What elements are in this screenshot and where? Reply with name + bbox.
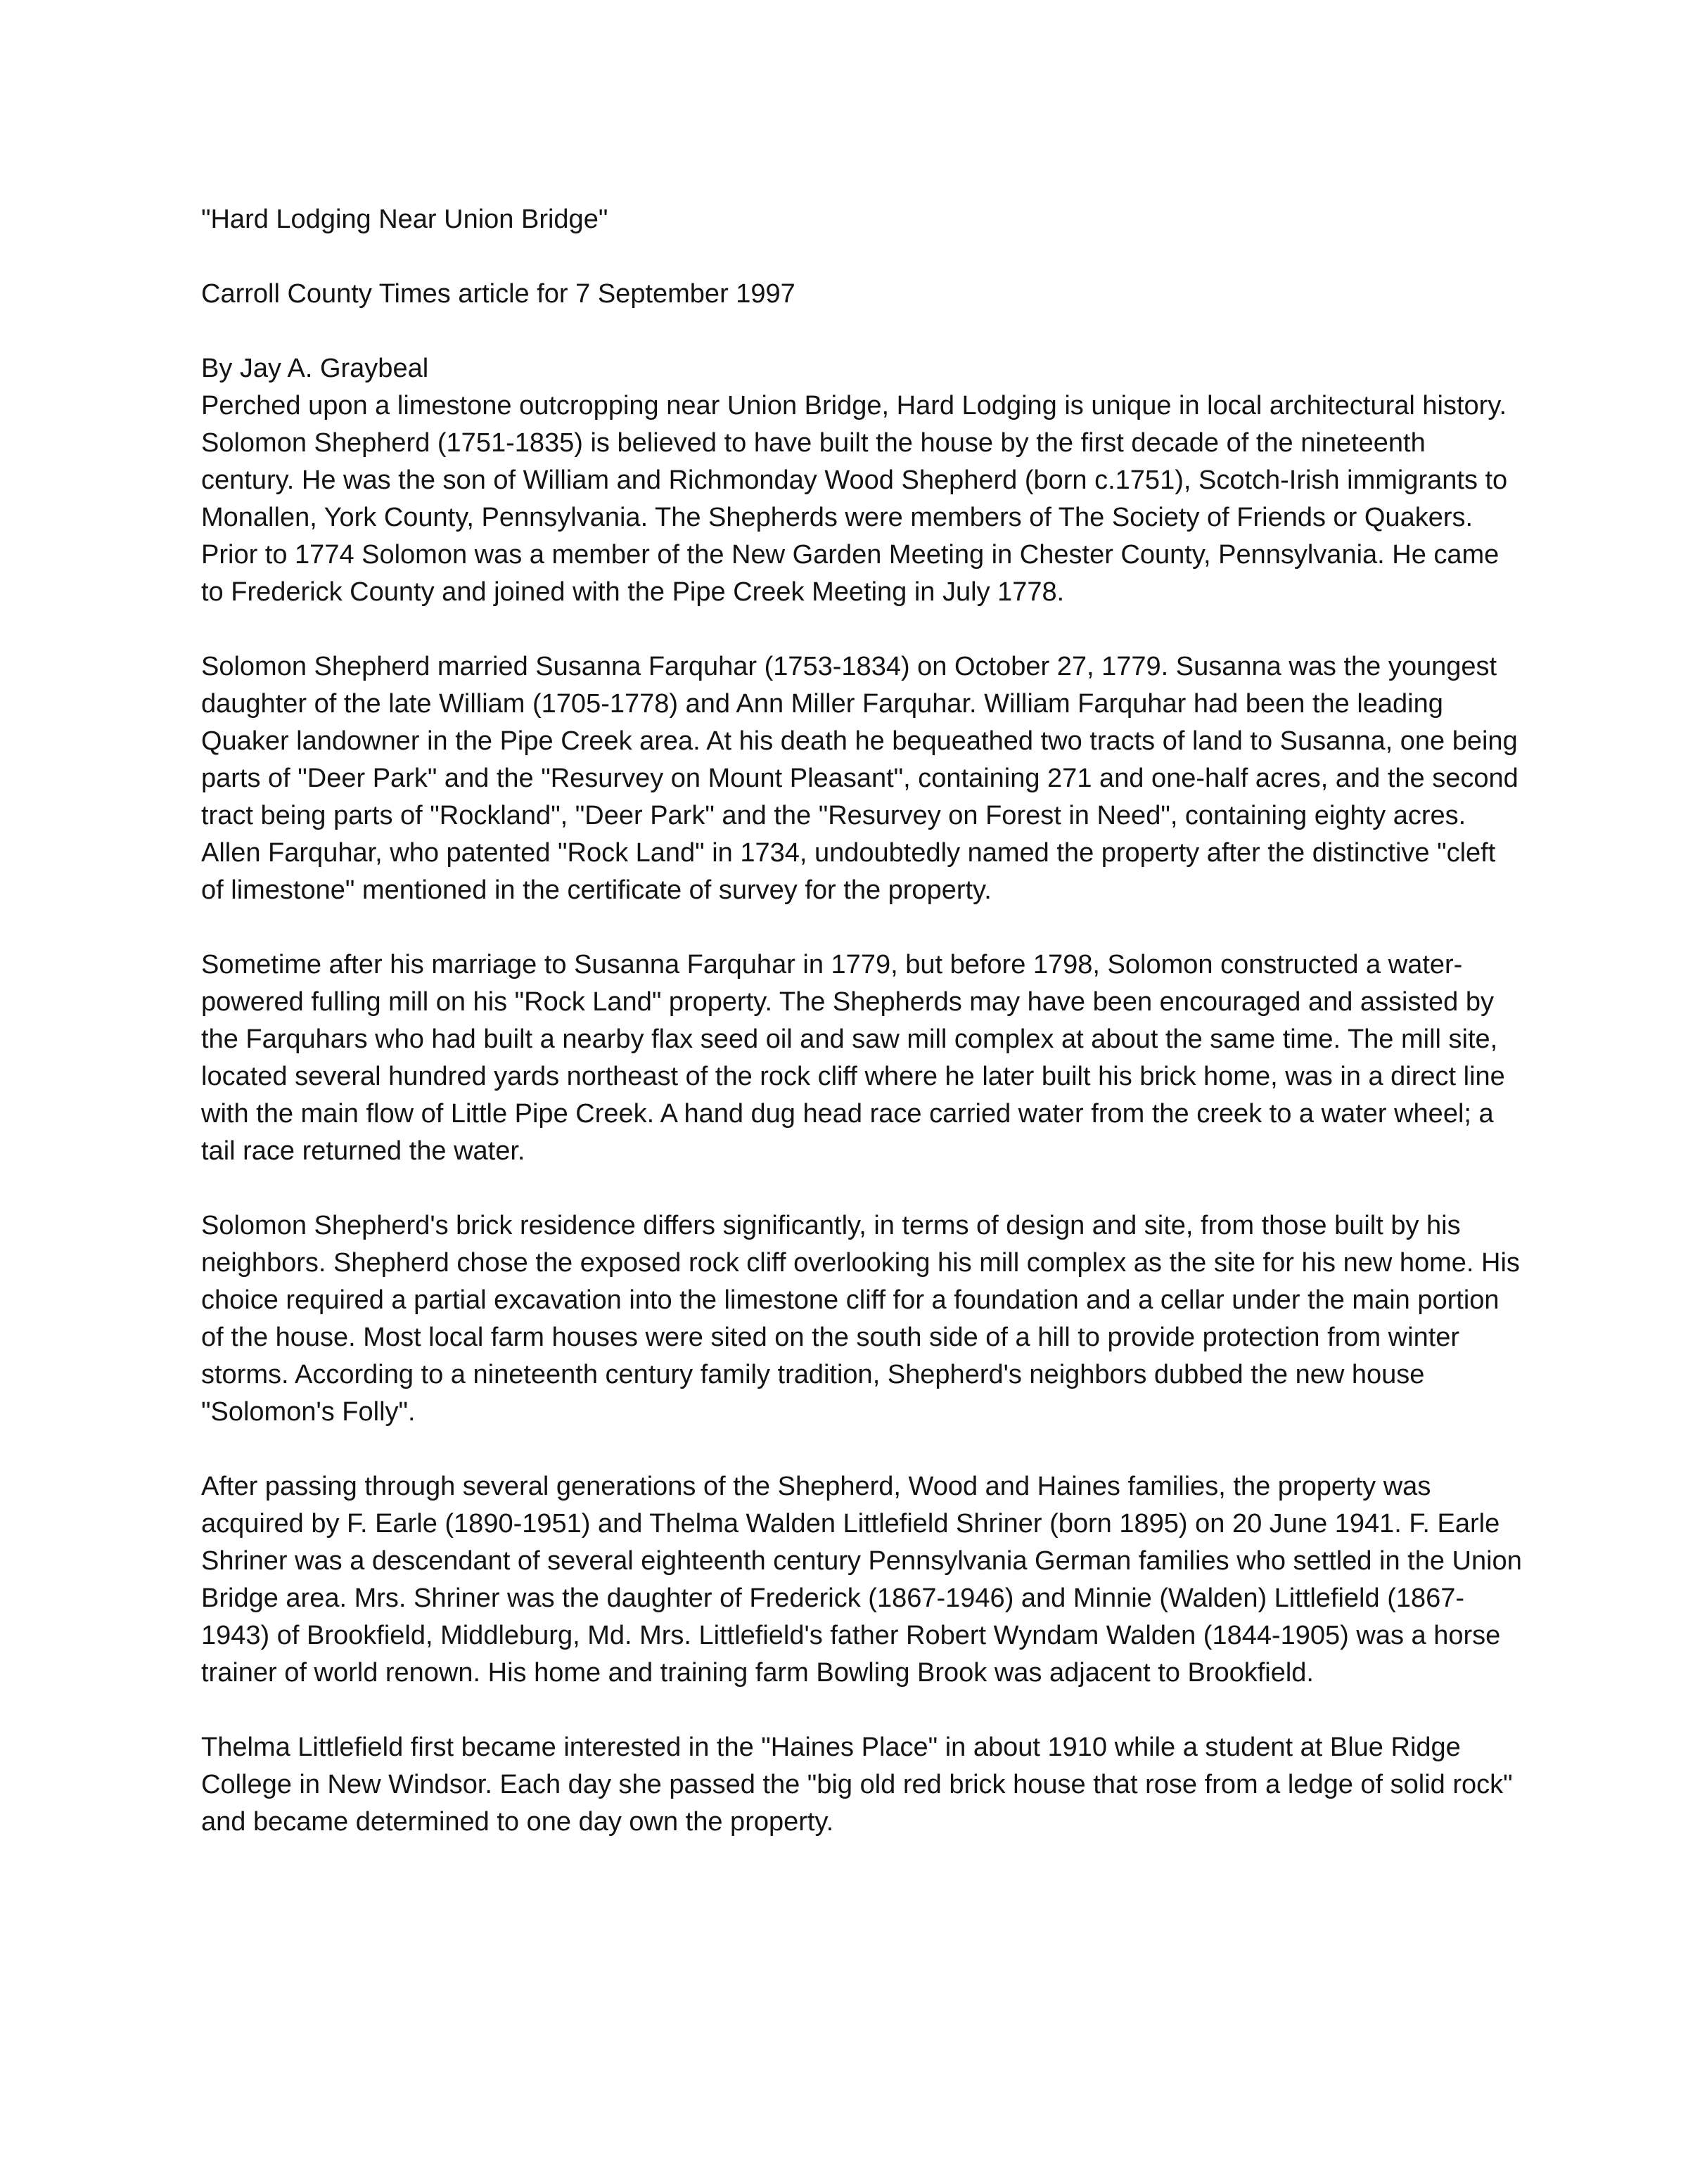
paragraph-5: After passing through several generations of the Shepherd, Wood and Haines families, the property was acquired by F. Earle (1890-1951) and Thelma Walden Littlefield Shriner (born 1895) on 20 June 1941. F. Earle Shriner was a descendant of several eighteenth century Pennsylvania German families who settled in the Union Bridge area. Mrs. Shriner was the daughter of Frederick (1867-1946) and Minnie (Walden) Littlefield (1867-1943) of Brookfield, Middleburg, Md. Mrs. Littlefield's father Robert Wyndam Walden (1844-1905) was a horse trainer of world renown. His home and training farm Bowling Brook was adjacent to Brookfield. bbox=[201, 1472, 1522, 1688]
paragraph-1: Perched upon a limestone outcropping near Union Bridge, Hard Lodging is unique in local architectural history. Solomon Shepherd (1751-1835) is believed to have built the house by the first decade of the nineteenth century. He was the son of William and Richmonday Wood Shepherd (born c.1751), Scotch-Irish immigrants to Monallen, York County, Pennsylvania. The Shepherds were members of The Society of Friends or Quakers. Prior to 1774 Solomon was a member of the New Garden Meeting in Chester County, Pennsylvania. He came to Frederick County and joined with the Pipe Creek Meeting in July 1778. bbox=[201, 391, 1508, 607]
paragraph-6: Thelma Littlefield first became interested in the "Haines Place" in about 1910 while a student at Blue Ridge College in New Windsor. Each day she passed the "big old red brick house that rose from a ledge of solid rock" and became determined to one day own the property. bbox=[201, 1733, 1513, 1837]
document-page bbox=[201, 201, 1523, 1878]
byline: By Jay A. Graybeal bbox=[201, 354, 429, 383]
article-title: "Hard Lodging Near Union Bridge" bbox=[201, 205, 608, 234]
publication-line: Carroll County Times article for 7 September 1997 bbox=[201, 279, 795, 309]
paragraph-2: Solomon Shepherd married Susanna Farquhar (1753-1834) on October 27, 1779. Susanna was the youngest daughter of the late William (1705-1778) and Ann Miller Farquhar. William Farquhar had been the leading Quaker landowner in the Pipe Creek area. At his death he bequeathed two tracts of land to Susanna, one being parts of "Deer Park" and the "Resurvey on Mount Pleasant", containing 271 and one-half acres, and the second tract being parts of "Rockland", "Deer Park" and the "Resurvey on Forest in Need", containing eighty acres. Allen Farquhar, who patented "Rock Land" in 1734, undoubtedly named the property after the distinctive "cleft of limestone" mentioned in the certificate of survey for the property. bbox=[201, 652, 1518, 905]
paragraph-4: Solomon Shepherd's brick residence differs significantly, in terms of design and site, from those built by his neighbors. Shepherd chose the exposed rock cliff overlooking his mill complex as the site for his new home. His choice required a partial excavation into the limestone cliff for a foundation and a cellar under the main portion of the house. Most local farm houses were sited on the south side of a hill to provide protection from winter storms. According to a nineteenth century family tradition, Shepherd's neighbors dubbed the new house "Solomon's Folly". bbox=[201, 1211, 1520, 1427]
paragraph-3: Sometime after his marriage to Susanna Farquhar in 1779, but before 1798, Solomon constructed a water-powered fulling mill on his "Rock Land" property. The Shepherds may have been encouraged and assisted by the Farquhars who had built a nearby flax seed oil and saw mill complex at about the same time. The mill site, located several hundred yards northeast of the rock cliff where he later built his brick home, was in a direct line with the main flow of Little Pipe Creek. A hand dug head race carried water from the creek to a water wheel; a tail race returned the water. bbox=[201, 950, 1505, 1166]
